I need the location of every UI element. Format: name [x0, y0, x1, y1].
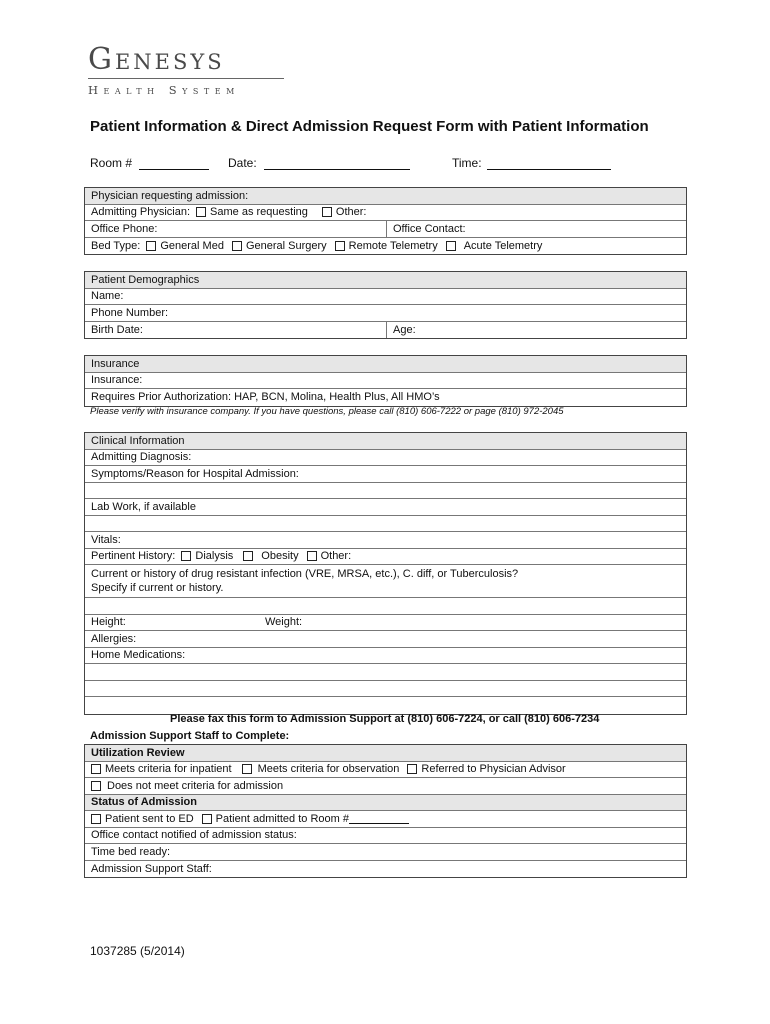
clinical-heading: Clinical Information — [85, 433, 686, 450]
physician-heading: Physician requesting admission: — [85, 188, 686, 205]
time-field[interactable] — [452, 156, 611, 170]
blank-row[interactable] — [85, 516, 686, 533]
time-label: Time: — [452, 156, 482, 170]
insurance-note: Please verify with insurance company. If you have questions, please call (810) 606-7222 or page (810) 972-2045 — [90, 406, 564, 417]
age[interactable]: Age: — [386, 322, 686, 339]
weight-label[interactable]: Weight: — [265, 616, 303, 629]
time-bed-row[interactable]: Time bed ready: — [85, 844, 686, 861]
other-checkbox[interactable] — [322, 207, 332, 217]
admitted-room-label: Patient admitted to Room # — [215, 812, 349, 825]
infection-question: Current or history of drug resistant infection (VRE, MRSA, etc.), C. diff, or Tuberculosis? — [91, 568, 519, 580]
form-number: 1037285 (5/2014) — [90, 944, 185, 958]
prior-auth-row: Requires Prior Authorization: HAP, BCN, Molina, Health Plus, All HMO’s — [91, 391, 440, 404]
not-meet-checkbox[interactable] — [91, 781, 101, 791]
clinical-table — [84, 432, 687, 715]
physician-table — [84, 187, 687, 255]
birth-age-row — [85, 322, 686, 339]
sent-ed-checkbox[interactable] — [91, 814, 101, 824]
room-label: Room # — [90, 156, 133, 170]
birth-date[interactable]: Birth Date: — [91, 323, 143, 336]
history-label: Pertinent History: — [91, 550, 176, 563]
same-checkbox[interactable] — [196, 207, 206, 217]
phone-row[interactable]: Phone Number: — [85, 305, 686, 322]
date-field[interactable] — [228, 156, 410, 170]
blank-row[interactable] — [85, 697, 686, 714]
general-med-checkbox[interactable] — [146, 241, 156, 251]
height-label[interactable]: Height: — [91, 616, 126, 629]
date-blank[interactable] — [264, 157, 410, 170]
time-blank[interactable] — [487, 157, 611, 170]
medications-row[interactable]: Home Medications: — [85, 648, 686, 665]
blank-row[interactable] — [85, 483, 686, 500]
meets-observation-checkbox[interactable] — [242, 764, 252, 774]
referred-label: Referred to Physician Advisor — [421, 763, 566, 776]
blank-row[interactable] — [85, 664, 686, 681]
genesys-logo — [88, 44, 288, 97]
bed-type-label: Bed Type: — [91, 239, 141, 252]
meets-inpatient-label: Meets criteria for inpatient — [105, 763, 232, 776]
admitting-physician-row — [85, 205, 686, 222]
insurance-table — [84, 355, 687, 407]
date-label: Date: — [228, 156, 257, 170]
status-heading: Status of Admission — [85, 795, 686, 812]
height-weight-row — [85, 615, 686, 632]
referred-checkbox[interactable] — [407, 764, 417, 774]
office-contact[interactable]: Office Contact: — [386, 221, 686, 237]
vitals-row[interactable]: Vitals: — [85, 532, 686, 549]
admitted-room-checkbox[interactable] — [202, 814, 212, 824]
allergies-row[interactable]: Allergies: — [85, 631, 686, 648]
symptoms-row[interactable]: Symptoms/Reason for Hospital Admission: — [85, 466, 686, 483]
history-row — [85, 549, 686, 566]
room-blank[interactable] — [139, 157, 209, 170]
office-notified-row[interactable]: Office contact notified of admission status: — [85, 828, 686, 845]
dialysis-checkbox[interactable] — [181, 551, 191, 561]
logo-rule — [88, 78, 284, 79]
blank-row[interactable] — [85, 681, 686, 698]
meets-observation-label: Meets criteria for observation — [257, 763, 400, 776]
form-title: Patient Information & Direct Admission Request Form with Patient Information — [90, 118, 649, 135]
staff-row[interactable]: Admission Support Staff: — [91, 862, 212, 875]
demographics-table — [84, 271, 687, 339]
lab-row[interactable]: Lab Work, if available — [85, 499, 686, 516]
dialysis-label: Dialysis — [195, 550, 234, 563]
acute-telemetry-checkbox[interactable] — [446, 241, 456, 251]
acute-telemetry-label: Acute Telemetry — [463, 239, 543, 252]
other-label: Other: — [335, 206, 367, 219]
sent-ed-label: Patient sent to ED — [105, 812, 194, 825]
utilization-row-2 — [85, 778, 686, 795]
general-med-label: General Med — [160, 239, 224, 252]
general-surgery-checkbox[interactable] — [232, 241, 242, 251]
diagnosis-row[interactable]: Admitting Diagnosis: — [85, 450, 686, 467]
general-surgery-label: General Surgery — [245, 239, 327, 252]
office-row — [85, 221, 686, 238]
obesity-checkbox[interactable] — [243, 551, 253, 561]
specify-text: Specify if current or history. — [91, 582, 224, 594]
utilization-heading: Utilization Review — [85, 745, 686, 762]
bed-type-row — [85, 238, 686, 255]
fax-instruction: Please fax this form to Admission Support at (810) 606-7224, or call (810) 606-7234 — [170, 713, 600, 725]
remote-telemetry-label: Remote Telemetry — [348, 239, 438, 252]
blank-row[interactable] — [85, 598, 686, 615]
demographics-heading: Patient Demographics — [85, 272, 686, 289]
logo-main-text: Genesys — [88, 42, 225, 77]
office-phone[interactable]: Office Phone: — [91, 222, 158, 235]
insurance-heading: Insurance — [85, 356, 686, 373]
name-row[interactable]: Name: — [85, 289, 686, 306]
admitting-label: Admitting Physician: — [91, 206, 191, 219]
room-field[interactable] — [90, 156, 209, 170]
obesity-label: Obesity — [261, 550, 299, 563]
status-row — [85, 811, 686, 828]
other-history-checkbox[interactable] — [307, 551, 317, 561]
meets-inpatient-checkbox[interactable] — [91, 764, 101, 774]
same-label: Same as requesting — [210, 206, 308, 219]
other-history-label: Other: — [320, 550, 352, 563]
admission-heading: Admission Support Staff to Complete: — [90, 730, 290, 742]
admission-table — [84, 744, 687, 878]
infection-row — [85, 565, 686, 598]
remote-telemetry-checkbox[interactable] — [335, 241, 345, 251]
utilization-row-1 — [85, 762, 686, 779]
insurance-row[interactable]: Insurance: — [85, 373, 686, 390]
room-number-blank[interactable] — [349, 813, 409, 824]
not-meet-label: Does not meet criteria for admission — [107, 779, 284, 792]
logo-sub-text: Health System — [88, 83, 240, 97]
